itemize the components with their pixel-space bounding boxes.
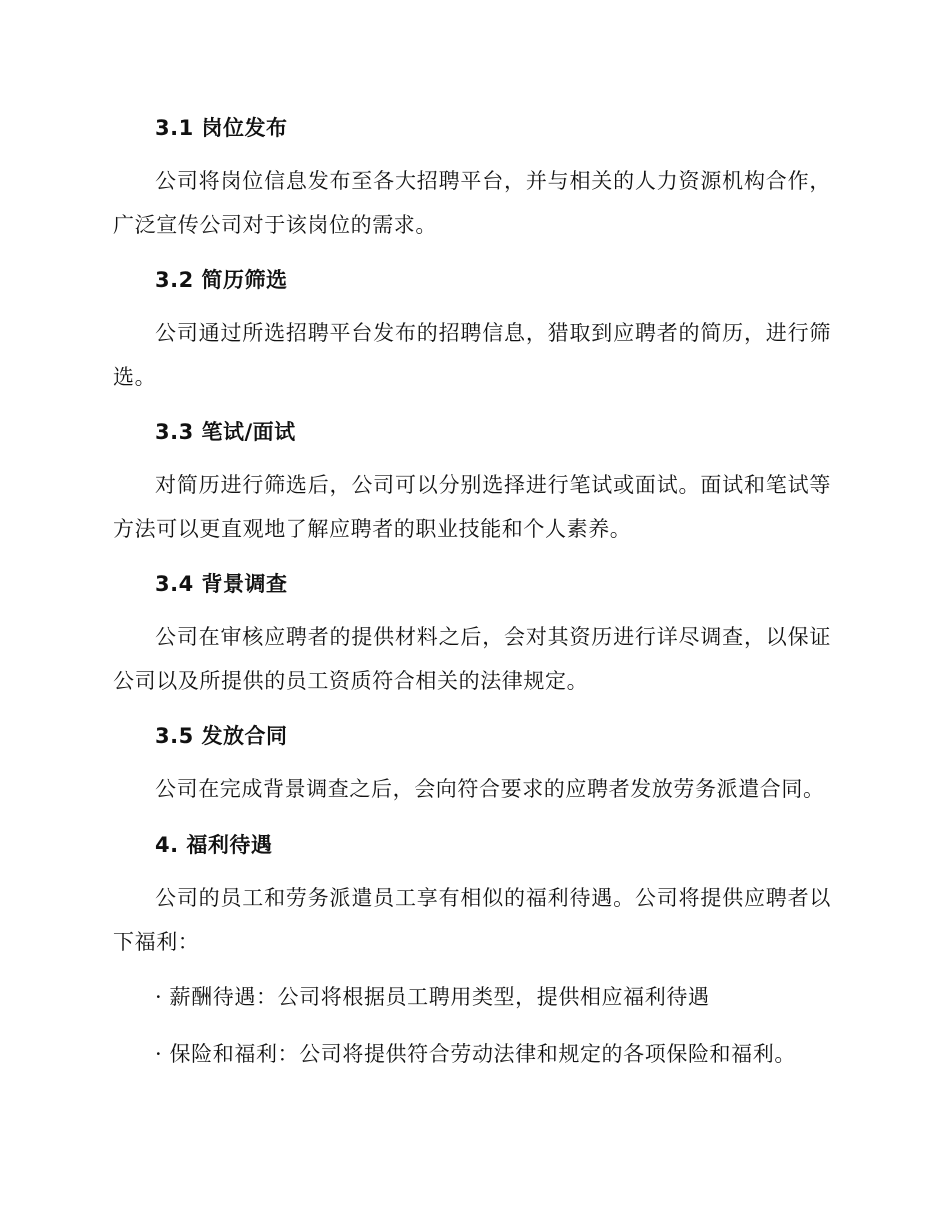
section-heading-3-3: 3.3 笔试/面试 xyxy=(155,420,296,444)
section-paragraph-3-5: 公司在完成背景调查之后，会向符合要求的应聘者发放劳务派遣合同。 xyxy=(155,777,825,801)
section-paragraph-3-1: 公司将岗位信息发布至各大招聘平台，并与相关的人力资源机构合作，广泛宣传公司对于该岗位的需求。 xyxy=(113,169,831,237)
section-heading-4: 4. 福利待遇 xyxy=(155,833,273,857)
section-paragraph-3-3: 对简历进行筛选后，公司可以分别选择进行笔试或面试。面试和笔试等方法可以更直观地了解应聘者的职业技能和个人素养。 xyxy=(113,473,831,541)
section-paragraph-3-2: 公司通过所选招聘平台发布的招聘信息，猎取到应聘者的简历，进行筛选。 xyxy=(113,321,831,389)
section-paragraph-4: 公司的员工和劳务派遣员工享有相似的福利待遇。公司将提供应聘者以下福利： xyxy=(113,886,831,954)
section-heading-3-5: 3.5 发放合同 xyxy=(155,724,288,748)
section-paragraph-3-4: 公司在审核应聘者的提供材料之后，会对其资历进行详尽调查，以保证公司以及所提供的员工资质符合相关的法律规定。 xyxy=(113,625,831,693)
list-item-insurance: · 保险和福利：公司将提供符合劳动法律和规定的各项保险和福利。 xyxy=(155,1042,796,1066)
section-heading-3-2: 3.2 简历筛选 xyxy=(155,268,288,292)
section-heading-3-4: 3.4 背景调查 xyxy=(155,572,288,596)
section-heading-3-1: 3.1 岗位发布 xyxy=(155,116,288,140)
list-item-salary: · 薪酬待遇：公司将根据员工聘用类型，提供相应福利待遇 xyxy=(155,985,710,1009)
